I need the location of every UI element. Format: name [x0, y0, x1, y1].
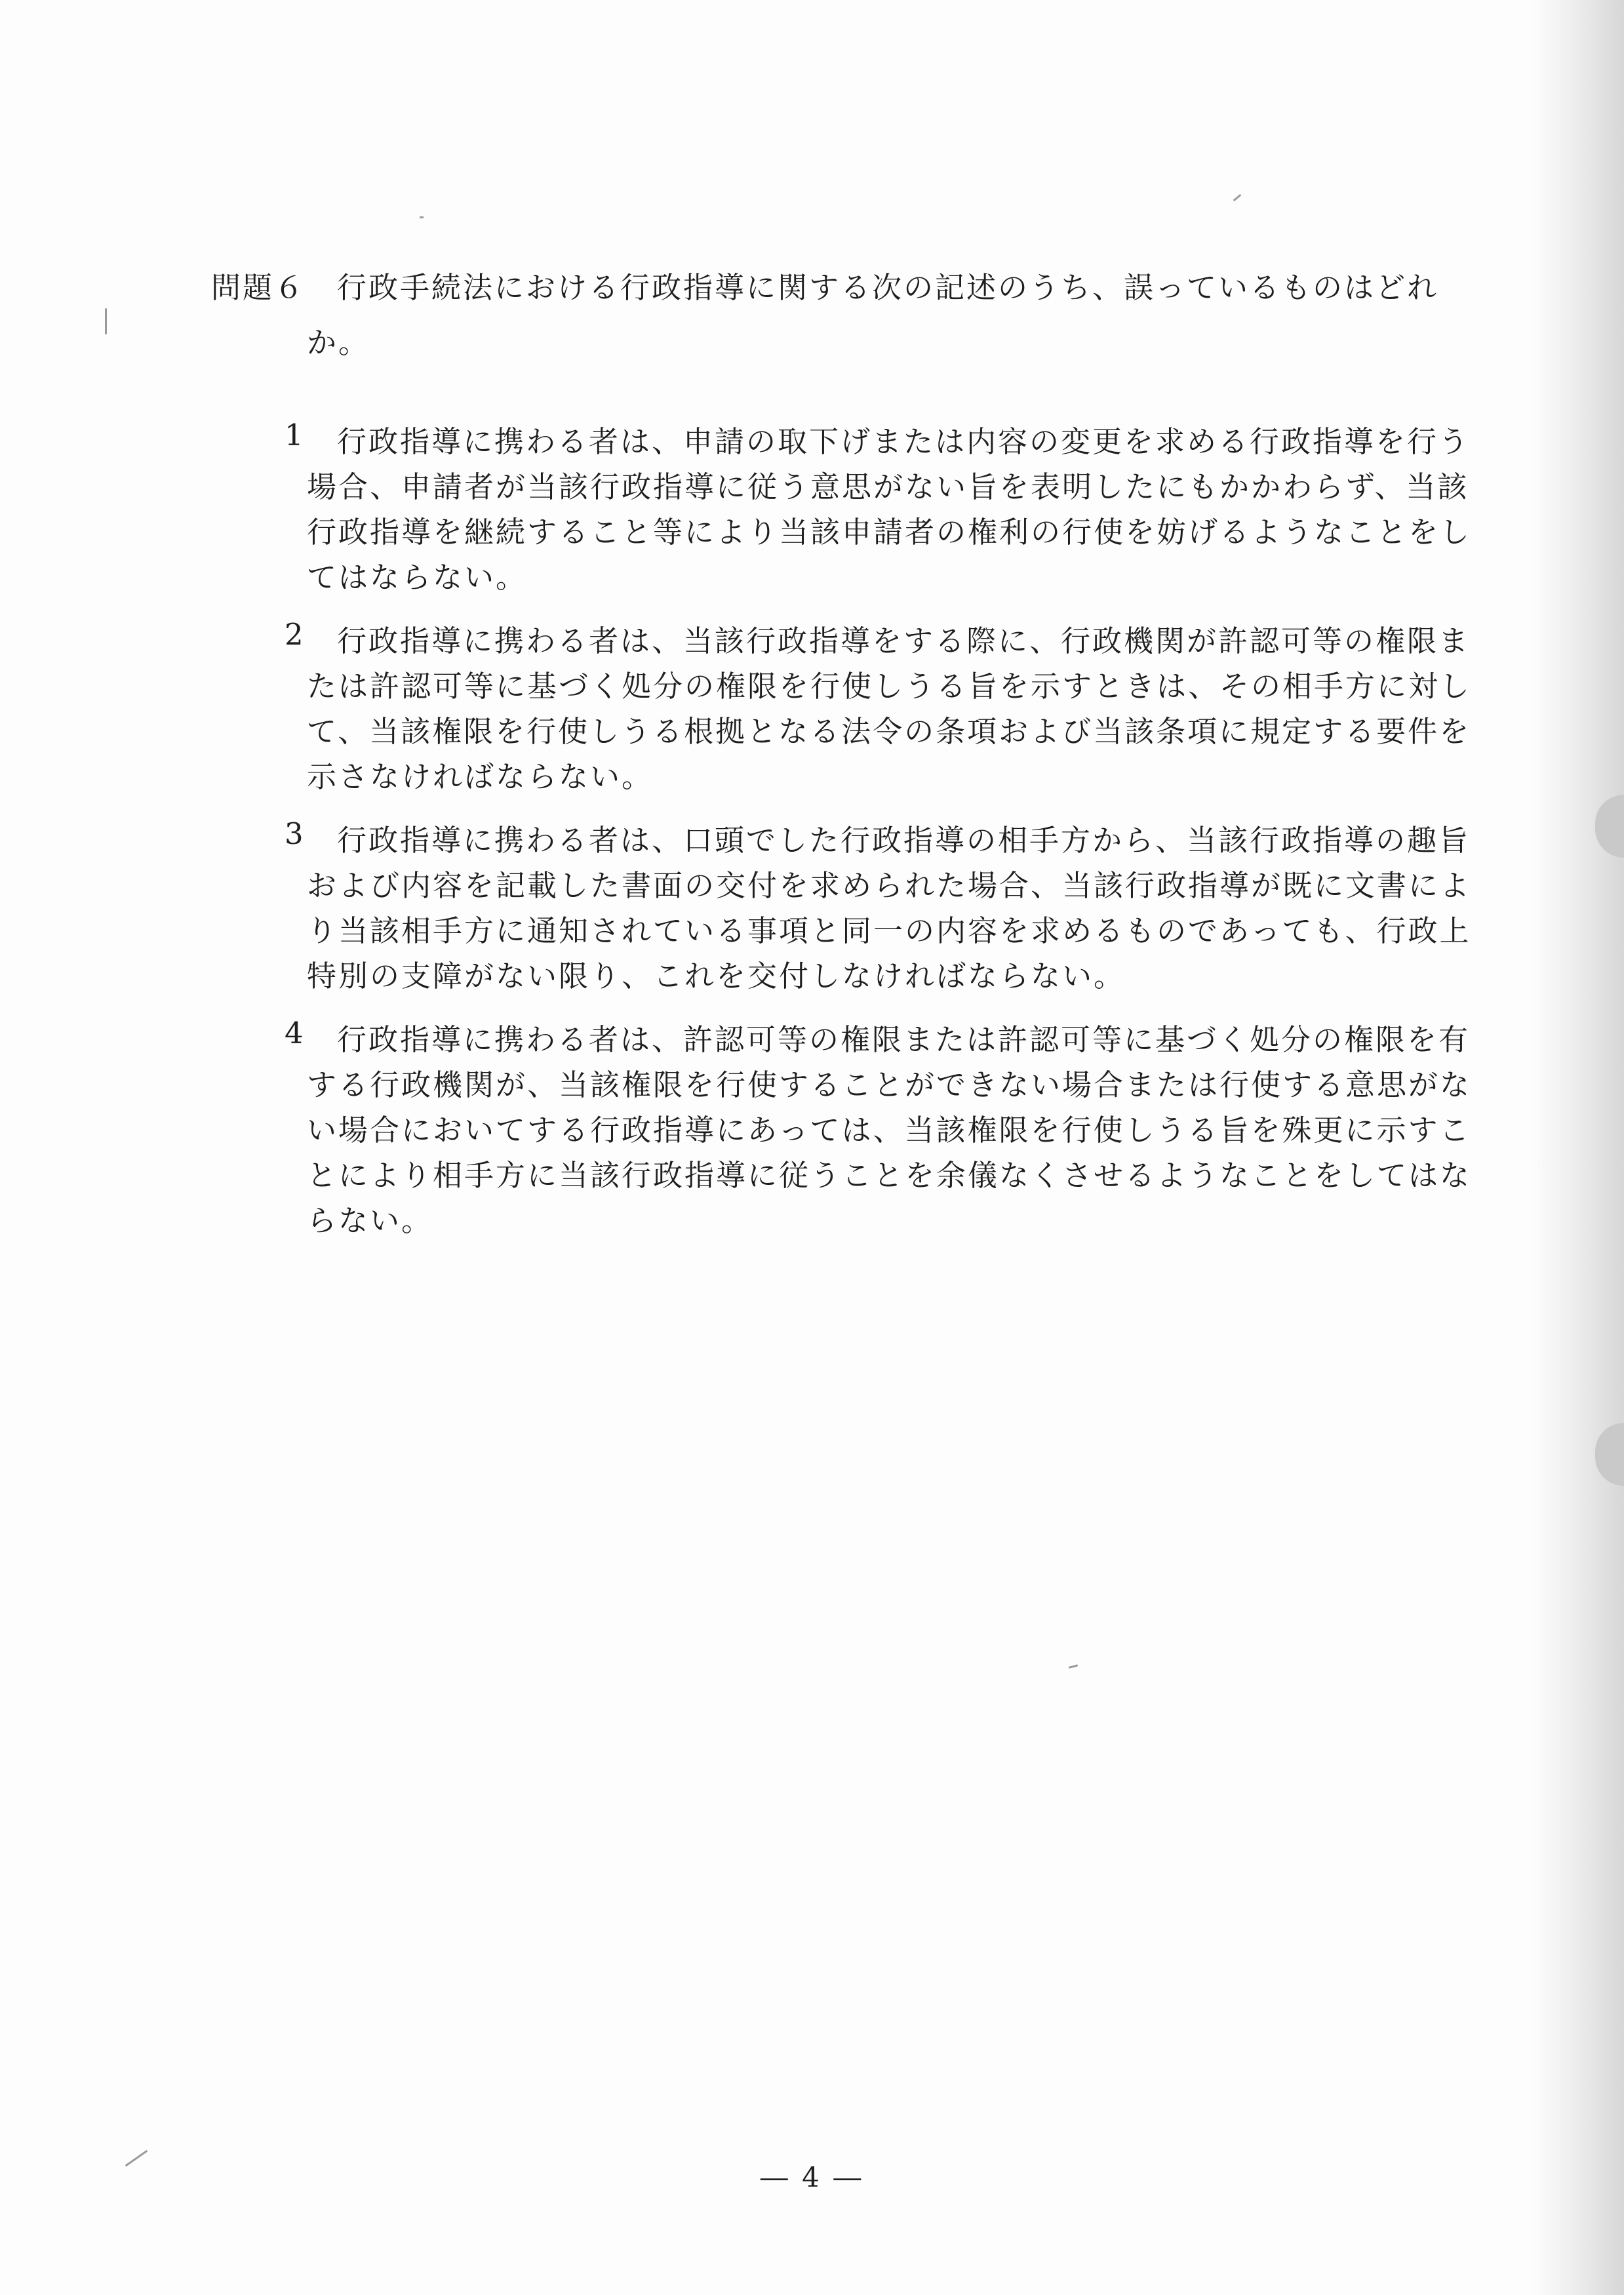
- choice-4-number: 4: [285, 1016, 306, 1050]
- scan-speck: [420, 216, 424, 218]
- choice-1-line-2: 場合、申請者が当該行政指導に従う意思がない旨を表明したにもかかわらず、当該: [307, 469, 1469, 504]
- choice-1-number: 1: [285, 418, 306, 452]
- scan-speck: [1069, 1664, 1078, 1669]
- question-number: 問題６: [211, 270, 306, 305]
- choice-2-number: 2: [285, 617, 306, 652]
- choice-3-line-2: および内容を記載した書面の交付を求められた場合、当該行政指導が既に文書によ: [307, 868, 1472, 903]
- choice-2-line-4: 示さなければならない。: [307, 759, 654, 794]
- choice-2-line-1: 行政指導に携わる者は、当該行政指導をする際に、行政機関が許認可等の権限ま: [337, 624, 1471, 658]
- page-number: ― 4 ―: [760, 2161, 864, 2193]
- choice-1-line-3: 行政指導を継続すること等により当該申請者の権利の行使を妨げるようなことをし: [307, 515, 1472, 549]
- choice-4-line-2: する行政機関が、当該権限を行使することができない場合または行使する意思がな: [307, 1068, 1472, 1102]
- question-stem-line-1: 行政手続法における行政指導に関する次の記述のうち、誤っているものはどれ: [337, 270, 1439, 305]
- choice-4-line-5: らない。: [307, 1203, 433, 1238]
- scan-speck: [1233, 194, 1242, 201]
- choice-4-line-4: とにより相手方に当該行政指導に従うことを余儀なくさせるようなことをしてはな: [307, 1158, 1472, 1193]
- scan-speck: [105, 308, 107, 334]
- choice-3-line-4: 特別の支障がない限り、これを交付しなければならない。: [307, 959, 1126, 993]
- choice-2-line-2: たは許認可等に基づく処分の権限を行使しうる旨を示すときは、その相手方に対し: [307, 669, 1472, 704]
- choice-2-line-3: て、当該権限を行使しうる根拠となる法令の条項および当該条項に規定する要件を: [307, 714, 1471, 749]
- choice-1-line-4: てはならない。: [307, 560, 528, 595]
- scan-edge-shadow: [1532, 0, 1624, 2295]
- choice-4-line-1: 行政指導に携わる者は、許認可等の権限または許認可等に基づく処分の権限を有: [337, 1022, 1471, 1057]
- choice-3-line-1: 行政指導に携わる者は、口頭でした行政指導の相手方から、当該行政指導の趣旨: [337, 823, 1471, 858]
- question-stem-line-2: か。: [307, 325, 370, 360]
- choice-3-number: 3: [285, 816, 306, 851]
- choice-4-line-3: い場合においてする行政指導にあっては、当該権限を行使しうる旨を殊更に示すこ: [307, 1113, 1471, 1148]
- choice-1-line-1: 行政指導に携わる者は、申請の取下げまたは内容の変更を求める行政指導を行う: [337, 424, 1471, 459]
- choice-3-line-3: り当該相手方に通知されている事項と同一の内容を求めるものであっても、行政上: [307, 913, 1471, 948]
